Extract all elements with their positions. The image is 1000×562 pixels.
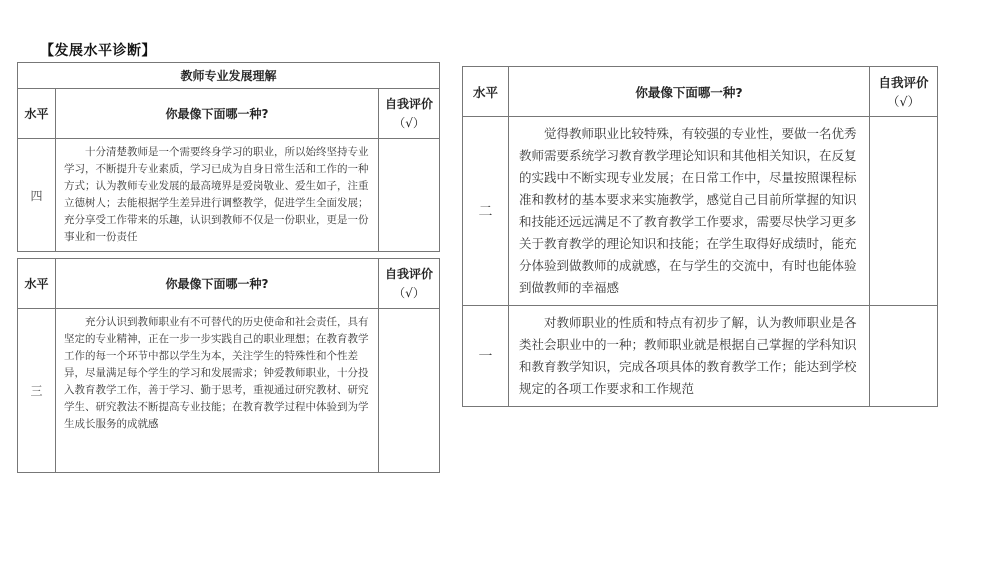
professional-development-table: [17, 62, 440, 252]
table-row: [463, 306, 938, 407]
header-self-eval: [379, 259, 440, 309]
level-cell: 四: [18, 139, 56, 252]
header-level: 水平: [18, 89, 56, 139]
level-cell: 一: [463, 306, 509, 407]
header-question: 你最像下面哪一种?: [56, 259, 379, 309]
header-self-eval: [870, 67, 938, 117]
header-check-mark: （√）: [887, 93, 920, 109]
header-self-eval-label: 自我评价: [878, 74, 929, 90]
self-eval-cell[interactable]: [870, 117, 938, 306]
header-self-eval-label: 自我评价: [384, 266, 433, 281]
level-three-table: [17, 258, 440, 473]
header-level: 水平: [463, 67, 509, 117]
self-eval-cell[interactable]: [870, 306, 938, 407]
header-check-mark: （√）: [393, 285, 425, 300]
header-check-mark: （√）: [393, 115, 425, 130]
table-caption: 教师专业发展理解: [18, 63, 440, 89]
table-row: [18, 309, 440, 473]
description-cell: 对教师职业的性质和特点有初步了解，认为教师职业是各类社会职业中的一种；教师职业就是根据自己掌握的学科知识和教育教学知识，完成各项具体的教育教学工作；能达到学校规定的各项工作要求和工作规范: [509, 306, 870, 407]
table-row: [18, 139, 440, 252]
table-row: [463, 117, 938, 306]
self-eval-cell[interactable]: [379, 309, 440, 473]
header-level: 水平: [18, 259, 56, 309]
description-cell: 十分清楚教师是一个需要终身学习的职业，所以始终坚持专业学习，不断提升专业素质，学习已成为自身日常生活和工作的一种方式；认为教师专业发展的最高境界是爱岗敬业、爱生如子，注重立德树人；去能根据学生差异进行调整教学，促进学生全面发展；充分享受工作带来的乐趣，认识到教师不仅是一份职业，更是一份事业和一份责任: [56, 139, 379, 252]
section-title: 【发展水平诊断】: [40, 43, 156, 59]
level-cell: 三: [18, 309, 56, 473]
description-cell: 充分认识到教师职业有不可替代的历史使命和社会责任，具有坚定的专业精神，正在一步一步实践自己的职业理想；在教育教学工作的每一个环节中都以学生为本，关注学生的特殊性和个性差异，尽量满足每个学生的学习和发展需求；钟爱教师职业，十分投入教育教学工作，善于学习、勤于思考，重视通过研究教材、研究学生、研究教法不断提高专业技能；在教育教学过程中体验到为学生成长服务的成就感: [56, 309, 379, 473]
level-cell: 二: [463, 117, 509, 306]
header-question: 你最像下面哪一种?: [509, 67, 870, 117]
description-cell: 觉得教师职业比较特殊，有较强的专业性，要做一名优秀教师需要系统学习教育教学理论知识和其他相关知识，在反复的实践中不断实现专业发展；在日常工作中，尽量按照课程标准和教材的基本要求来实施教学，感觉自己目前所掌握的知识和技能还远远满足不了教育教学工作要求，需要尽快学习更多关于教育教学的理论知识和技能；在学生取得好成绩时，能充分体验到做教师的成就感，在与学生的交流中，有时也能体验到做教师的幸福感: [509, 117, 870, 306]
header-question: 你最像下面哪一种?: [56, 89, 379, 139]
level-two-one-table: [462, 66, 938, 407]
header-self-eval-label: 自我评价: [385, 96, 434, 111]
header-self-eval: [379, 89, 440, 139]
self-eval-cell[interactable]: [379, 139, 440, 252]
